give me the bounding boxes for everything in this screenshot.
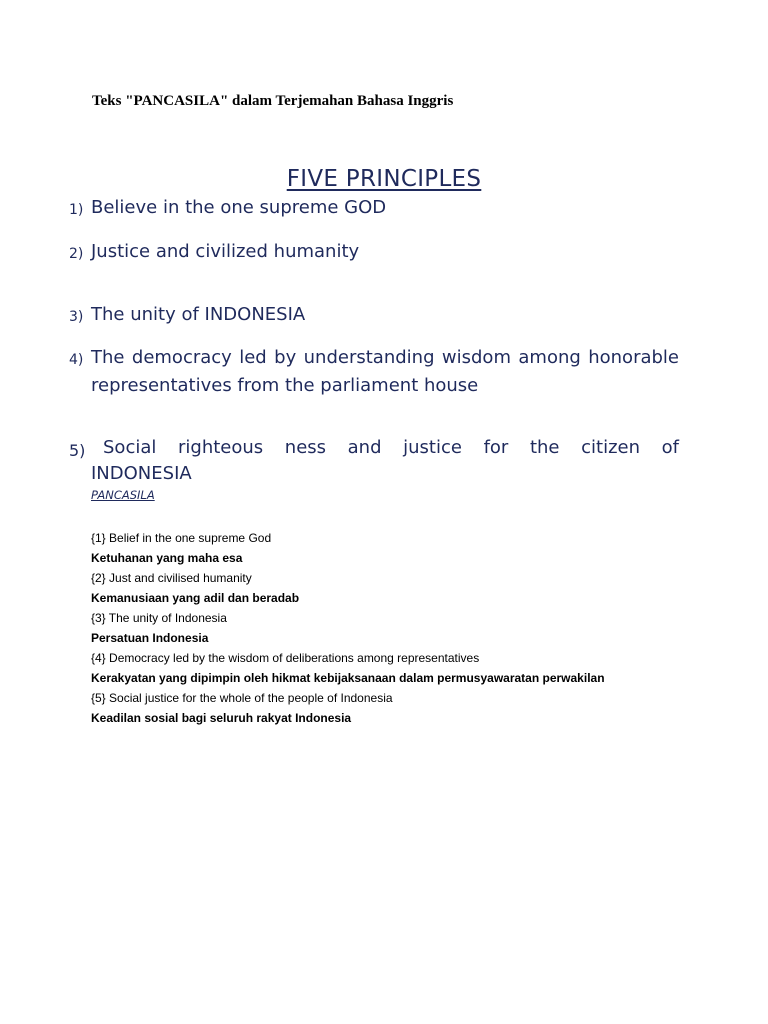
translation-english: {4} Democracy led by the wisdom of deliberations among representatives (91, 651, 480, 665)
principle-number: 1) (69, 202, 84, 218)
principle-number: 5) (69, 441, 86, 460)
translation-indonesian: Keadilan sosial bagi seluruh rakyat Indonesia (91, 711, 352, 725)
translation-english: {1} Belief in the one supreme God (91, 531, 272, 545)
principle-number: 4) (69, 352, 84, 368)
principle-text-line-2: representatives from the parliament house (91, 375, 479, 396)
page-title: FIVE PRINCIPLES (286, 166, 482, 192)
translation-indonesian: Ketuhanan yang maha esa (91, 551, 243, 565)
principle-text-line-2: INDONESIA (91, 463, 192, 484)
principle-number: 3) (69, 309, 84, 325)
translation-english: {3} The unity of Indonesia (91, 611, 227, 625)
translation-indonesian: Kerakyatan yang dipimpin oleh hikmat kebijaksanaan dalam permusyawaratan perwakilan (91, 671, 605, 685)
principle-text: Justice and civilized humanity (91, 241, 360, 262)
document-heading: Teks "PANCASILA" dalam Terjemahan Bahasa Inggris (92, 93, 454, 109)
principle-text-line-1: Social righteous ness and justice for the citizen of (103, 437, 679, 458)
pancasila-label: PANCASILA (91, 488, 155, 502)
translation-indonesian: Kemanusiaan yang adil dan beradab (91, 591, 300, 605)
principle-text-line-1: The democracy led by understanding wisdom among honorable (91, 347, 679, 368)
principle-text: The unity of INDONESIA (91, 304, 306, 325)
translation-list (91, 528, 605, 728)
principle-text: Believe in the one supreme GOD (91, 197, 387, 218)
translation-english: {2} Just and civilised humanity (91, 571, 252, 585)
principle-number: 2) (69, 246, 84, 262)
translation-english: {5} Social justice for the whole of the people of Indonesia (91, 691, 393, 705)
translation-indonesian: Persatuan Indonesia (91, 631, 209, 645)
